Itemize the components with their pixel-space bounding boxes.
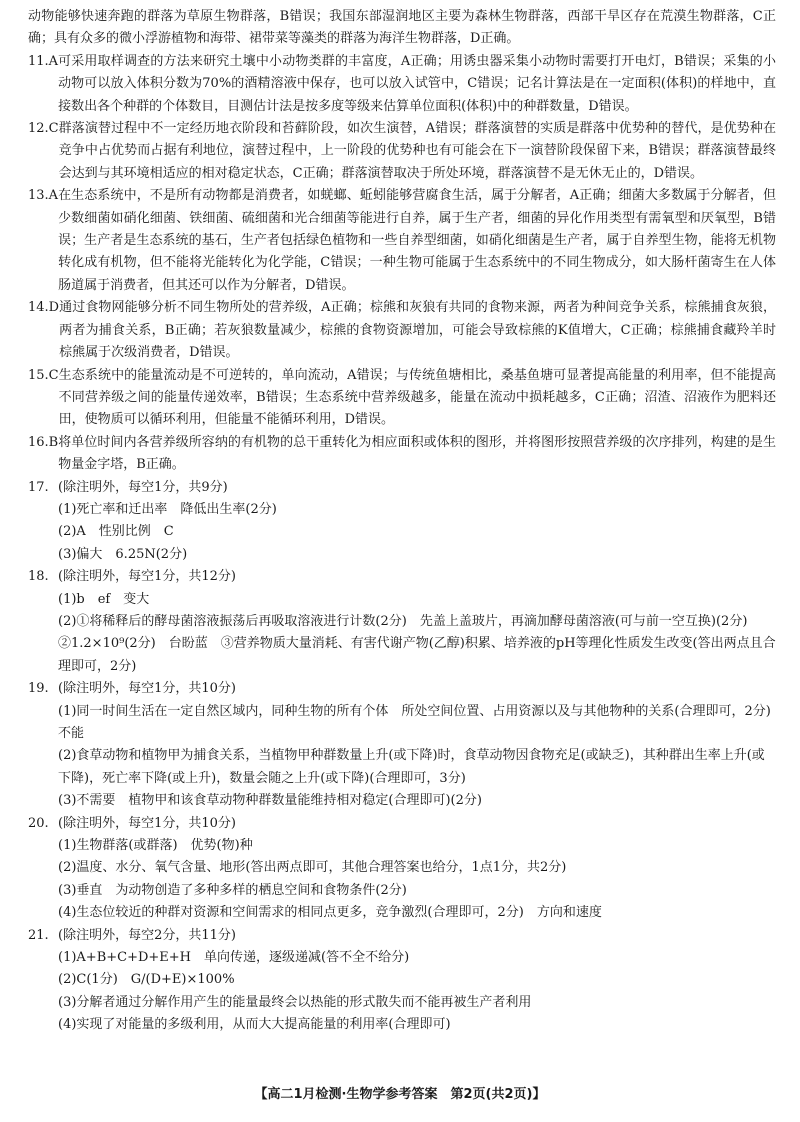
answer-line: (2)①将稀释后的酵母菌溶液振荡后再吸取溶液进行计数(2分) 先盖上盖玻片，再滴加酵母菌溶液(可与前一空互换)(2分) ②1.2×10⁹(2分) 台盼蓝 ③营养物质大量消耗、有害代谢产物(乙醇)积累、培养液的pH等理化性质发生改变(答出两点且合理即可，2分) xyxy=(58,613,776,674)
answer-line: (4)生态位较近的种群对资源和空间需求的相同点更多，竞争激烈(合理即可，2分) 方向和速度 xyxy=(58,905,602,921)
answer-text: 在生态系统中，不是所有动物都是消费者，如蜣螂、蚯蚓能够营腐食生活，属于分解者，A正确；细菌大多数属于分解者，但少数细菌如硝化细菌、铁细菌、硫细菌和光合细菌等能进行自养，属于生产者，细菌的异化作用类型有需氧型和厌氧型，B错误；生产者是生态系统的基石，生产者包括绿色植物和一些自养型细菌，如硝化细菌是生产者，属于自养型生物，能将无机物转化成有机物，但不能将光能转化为化学能，C错误；一种生物可能属于生态系统中的不同生物成分，如大肠杆菌寄生在人体肠道属于消费者，但其还可以作为分解者，D错误。 xyxy=(58,188,776,293)
answer-line: (3)不需要 植物甲和该食草动物种群数量能维持相对稳定(合理即可)(2分) xyxy=(58,793,482,809)
answer-20 xyxy=(28,813,776,835)
answer-line: (1)死亡率和迁出率 降低出生率(2分) xyxy=(58,501,277,517)
answer-line: (2)食草动物和植物甲为捕食关系，当植物甲种群数量上升(或下降)时，食草动物因食物充足(或缺乏)，其种群出生率上升(或下降)，死亡率下降(或上升)，数量会随之上升(或下降)(合理即可，3分) xyxy=(58,748,765,786)
answer-17-lines xyxy=(58,499,776,566)
answer-heading: (除注明外，每空1分，共9分) xyxy=(58,479,228,495)
answer-20-lines xyxy=(58,835,776,925)
answer-line: (1)生物群落(或群落) 优势(物)种 xyxy=(58,838,253,854)
answer-line: (3)垂直 为动物创造了多种多样的栖息空间和食物条件(2分) xyxy=(58,882,407,898)
answer-19 xyxy=(28,678,776,700)
answer-heading: (除注明外，每空1分，共12分) xyxy=(58,569,236,585)
answer-18 xyxy=(28,566,776,588)
answer-number: 13.A xyxy=(28,188,59,204)
answer-text: 将单位时间内各营养级所容纳的有机物的总干重转化为相应面积或体积的图形，并将图形按照营养级的次序排列，构建的是生物量金字塔，B正确。 xyxy=(58,434,776,473)
answer-heading: (除注明外，每空1分，共10分) xyxy=(58,681,236,697)
answer-number: 18. xyxy=(28,569,49,585)
answer-line: (2)C(1分) G/(D+E)×100% xyxy=(58,972,235,988)
answer-16 xyxy=(28,432,776,477)
answer-19-lines xyxy=(58,701,784,813)
answer-line: (3)偏大 6.25N(2分) xyxy=(58,546,188,562)
answer-heading: (除注明外，每空1分，共10分) xyxy=(58,815,236,831)
answer-number: 17. xyxy=(28,479,49,495)
answer-number: 15.C xyxy=(28,367,59,383)
answer-line: (1)A+B+C+D+E+H 单向传递，逐级递减(答不全不给分) xyxy=(58,950,410,966)
answer-12 xyxy=(28,118,776,185)
answer-text: 通过食物网能够分析不同生物所处的营养级，A正确；棕熊和灰狼有共同的食物来源，两者为种间竞争关系，棕熊捕食灰狼，两者为捕食关系，B正确；若灰狼数量减少，棕熊的食物资源增加，可能会导致棕熊的K值增大，C正确；棕熊捕食藏羚羊时棕熊属于次级消费者，D错误。 xyxy=(59,300,776,361)
answer-18-lines xyxy=(58,589,776,679)
answer-line: (2)A 性别比例 C xyxy=(58,524,174,540)
answer-number: 14.D xyxy=(28,300,60,316)
page-footer: 【高二1月检测·生物学参考答案 第2页(共2页)】 xyxy=(254,1087,546,1102)
answer-14 xyxy=(28,297,776,364)
answer-number: 19. xyxy=(28,681,49,697)
answer-text: 群落演替过程中不一定经历地衣阶段和苔藓阶段，如次生演替，A错误；群落演替的实质是群落中优势种的替代，是优势种在竞争中占优势而占据有利地位，演替过程中，上一阶段的优势种也有可能会在下一演替阶段保留下来，B错误；群落演替最终会达到与其环境相适应的相对稳定状态，C正确；群落演替取决于所处环境，群落演替不是无休无止的，D错误。 xyxy=(58,121,776,181)
answer-text: 可采用取样调查的方法来研究土壤中小动物类群的丰富度，A正确；用诱虫器采集小动物时需要打开电灯，B错误；采集的小动物可以放入体积分数为70%的酒精溶液中保存，也可以放入试管中，C错误；记名计算法是在一定面积(体积)的样地中，直接数出各个种群的个体数目，目测估计法是按多度等级来估算单位面积(体积)中的种群数量，D错误。 xyxy=(58,53,776,114)
answer-number: 21. xyxy=(28,927,49,943)
answer-line: (2)温度、水分、氧气含量、地形(答出两点即可，其他合理答案也给分，1点1分，共2分) xyxy=(58,860,567,876)
answer-number: 11.A xyxy=(28,53,59,69)
answer-line: (1)b ef 变大 xyxy=(58,591,150,607)
answer-13 xyxy=(28,185,776,297)
answer-21 xyxy=(28,925,776,947)
answer-number: 16.B xyxy=(28,434,59,450)
answer-line: (3)分解者通过分解作用产生的能量最终会以热能的形式散失而不能再被生产者利用 xyxy=(58,994,532,1010)
answer-21-lines xyxy=(58,947,776,1037)
answer-line: (1)同一时间生活在一定自然区域内，同种生物的所有个体 所处空间位置、占用资源以及与其他物种的关系(合理即可，2分) 不能 xyxy=(58,703,784,741)
answer-line: (4)实现了对能量的多级利用，从而大大提高能量的利用率(合理即可) xyxy=(58,1017,451,1033)
answer-17 xyxy=(28,477,776,499)
answer-text: 生态系统中的能量流动是不可逆转的，单向流动，A错误；与传统鱼塘相比，桑基鱼塘可显著提高能量的利用率，但不能提高不同营养级之间的能量传递效率，B错误；生态系统中营养级越多，能量在流动中损耗越多，C正确；沼渣、沼液作为肥料还田，使物质可以循环利用，但能量不能循环利用，D错误。 xyxy=(58,367,776,428)
answer-number: 12.C xyxy=(28,121,59,137)
intro-paragraph: 动物能够快速奔跑的群落为草原生物群落，B错误；我国东部湿润地区主要为森林生物群落，西部干旱区存在荒漠生物群落，C正确；具有众多的微小浮游植物和海带、裙带菜等藻类的群落为海洋生物群落，D正确。 xyxy=(28,9,776,47)
answer-number: 20. xyxy=(28,815,49,831)
answer-15 xyxy=(28,365,776,432)
answer-11 xyxy=(28,51,776,118)
answer-heading: (除注明外，每空2分，共11分) xyxy=(58,927,236,943)
